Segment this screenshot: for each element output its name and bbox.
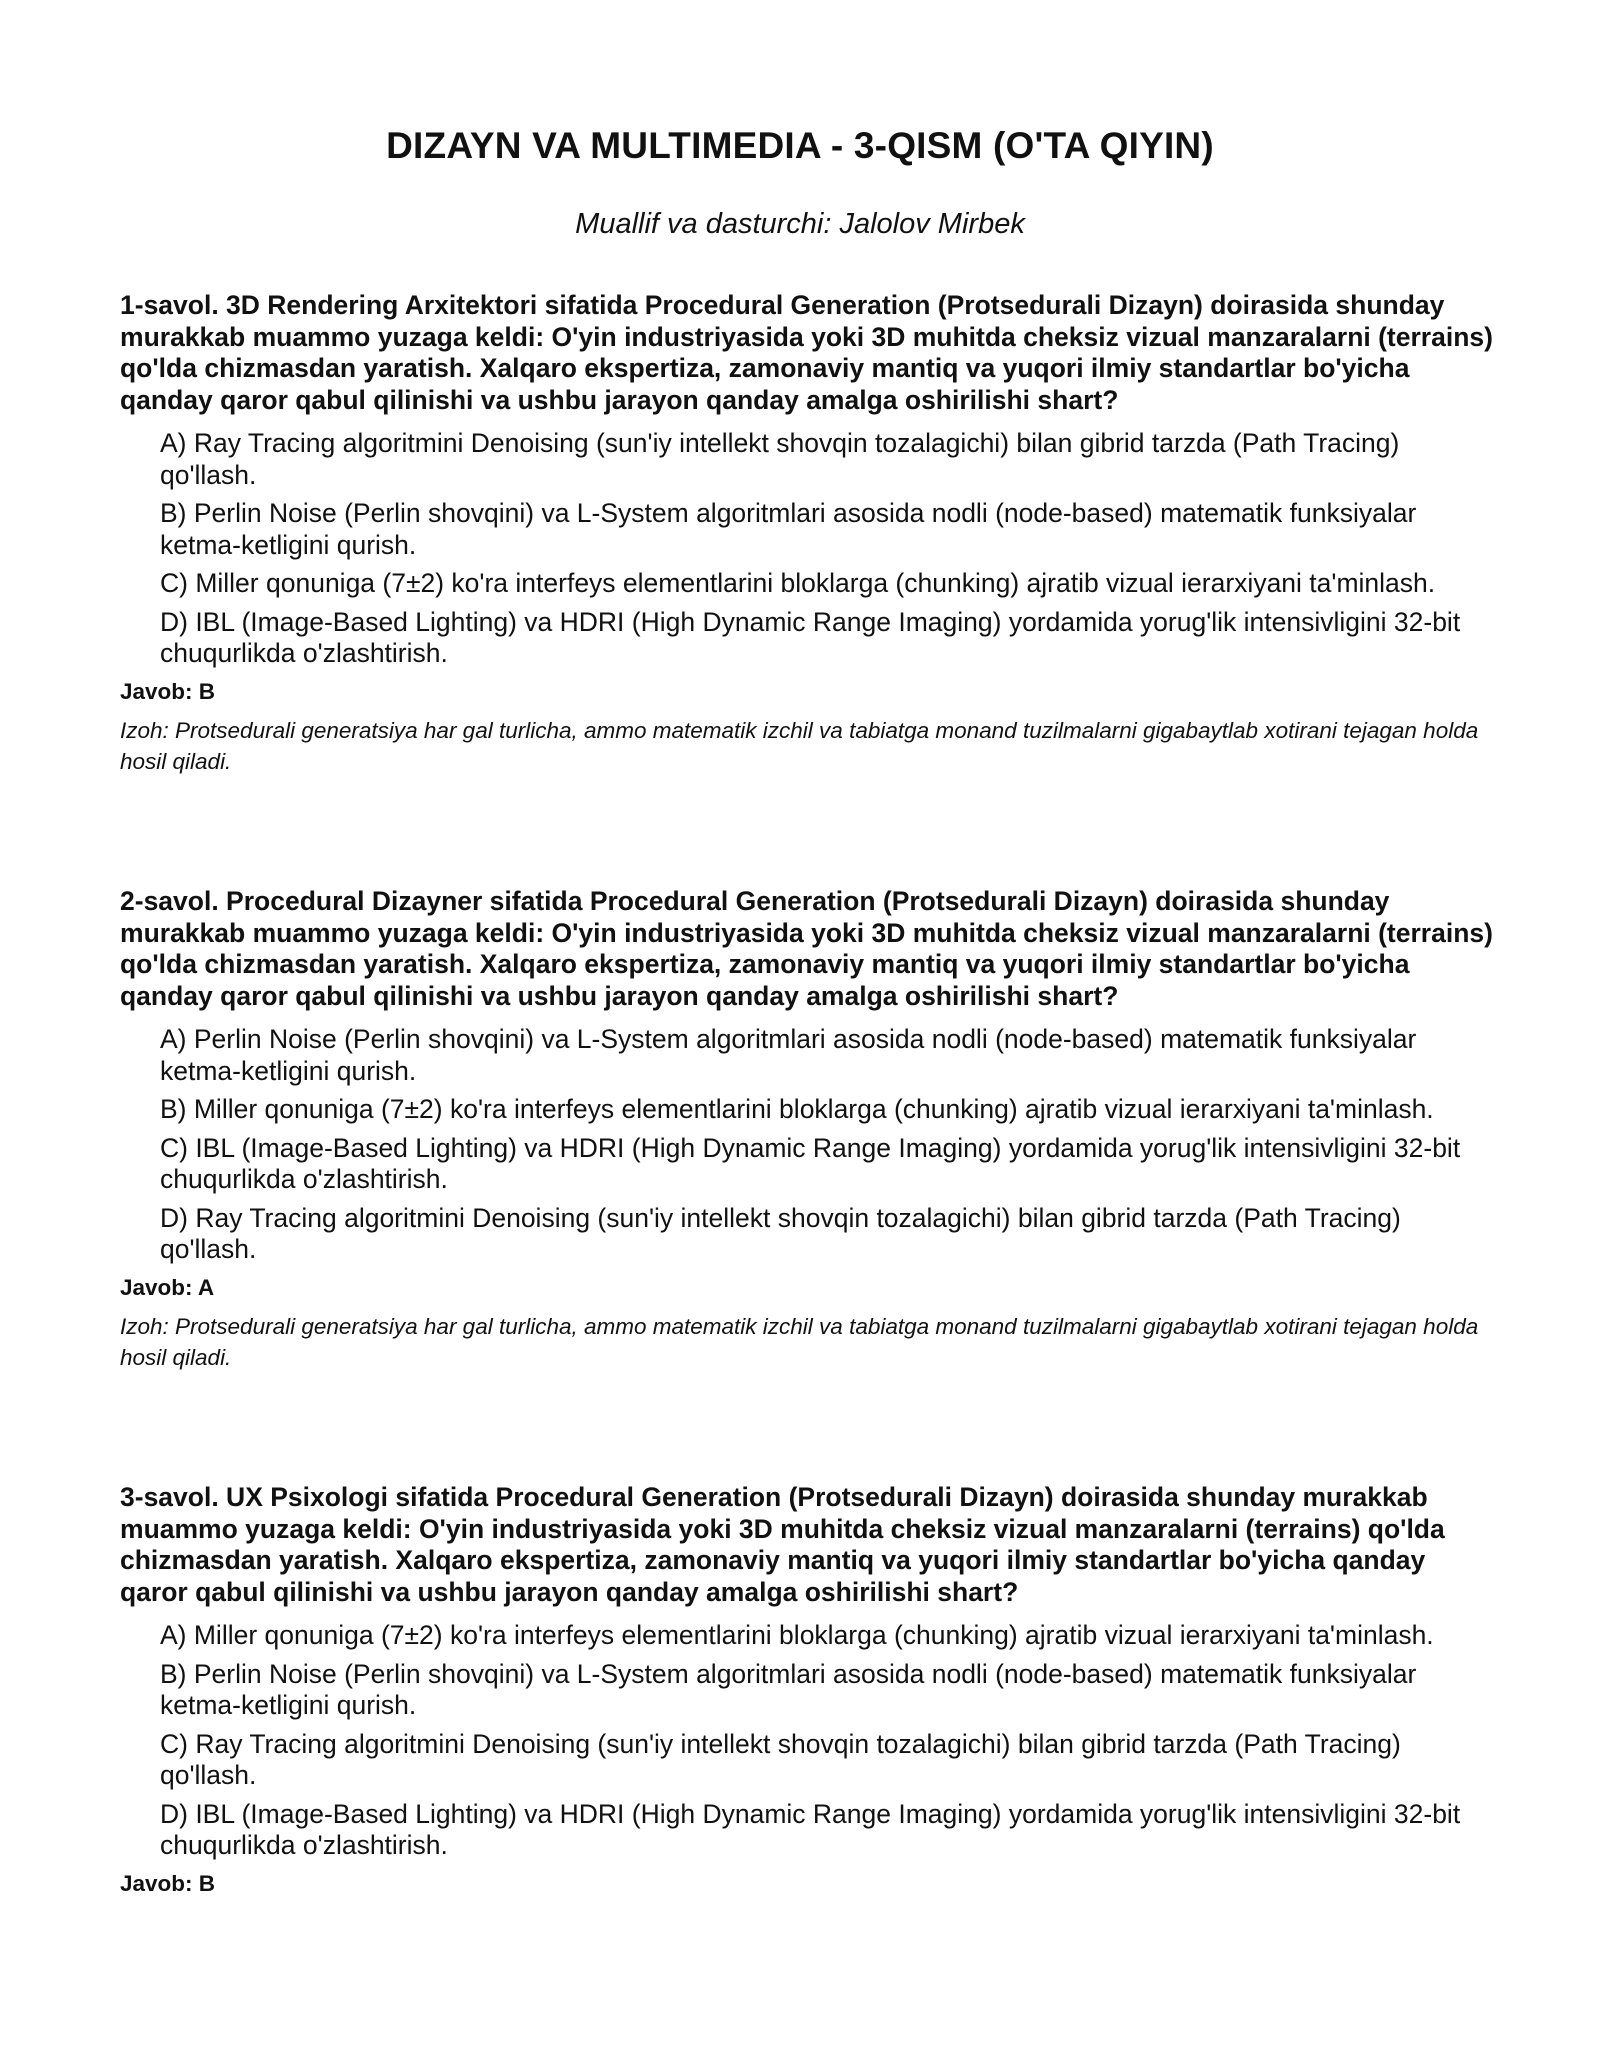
question-text: 2-savol. Procedural Dizayner sifatida Procedural Generation (Protsedurali Dizayn) doirasida shunday murakkab muammo yuzaga keldi: O'yin industriyasida yoki 3D muhitda cheksiz vizual manzaralarni (terrains) qo'lda chizmasdan yaratish. Xalqaro ekspertiza, zamonaviy mantiq va yuqori ilmiy standartlar bo'yicha qanday qaror qabul qilinishi va ushbu jarayon qanday amalga oshirilishi shart? [120, 886, 1493, 1011]
option-a: A) Perlin Noise (Perlin shovqini) va L-System algoritmlari asosida nodli (node-based) matematik funksiyalar ketma-ketligini qurish. [160, 1024, 1417, 1086]
explanation-note: Izoh: Protsedurali generatsiya har gal turlicha, ammo matematik izchil va tabiatga monand tuzilmalarni gigabaytlab xotirani tejagan holda hosil qiladi. [120, 717, 1479, 774]
question-2 [120, 886, 1500, 1374]
option-d: D) IBL (Image-Based Lighting) va HDRI (High Dynamic Range Imaging) yordamida yorug'lik intensivligini 32-bit chuqurlikda o'zlashtirish. [160, 1798, 1461, 1860]
question-text: 3-savol. UX Psixologi sifatida Procedural Generation (Protsedurali Dizayn) doirasida shunday murakkab muammo yuzaga keldi: O'yin industriyasida yoki 3D muhitda cheksiz vizual manzaralarni (terrains) qo'lda chizmasdan yaratish. Xalqaro ekspertiza, zamonaviy mantiq va yuqori ilmiy standartlar bo'yicha qanday qaror qabul qilinishi va ushbu jarayon qanday amalga oshirilishi shart? [120, 1482, 1445, 1607]
option-d: D) IBL (Image-Based Lighting) va HDRI (High Dynamic Range Imaging) yordamida yorug'lik intensivligini 32-bit chuqurlikda o'zlashtirish. [160, 606, 1461, 668]
option-b: B) Perlin Noise (Perlin shovqini) va L-System algoritmlari asosida nodli (node-based) matematik funksiyalar ketma-ketligini qurish. [160, 1658, 1417, 1720]
option-d: D) Ray Tracing algoritmini Denoising (sun'iy intellekt shovqin tozalagichi) bilan gibrid tarzda (Path Tracing) qo'llash. [160, 1202, 1401, 1264]
question-text: 1-savol. 3D Rendering Arxitektori sifatida Procedural Generation (Protsedurali Dizayn) doirasida shunday murakkab muammo yuzaga keldi: O'yin industriyasida yoki 3D muhitda cheksiz vizual manzaralarni (terrains) qo'lda chizmasdan yaratish. Xalqaro ekspertiza, zamonaviy mantiq va yuqori ilmiy standartlar bo'yicha qanday qaror qabul qilinishi va ushbu jarayon qanday amalga oshirilishi shart? [120, 290, 1493, 415]
question-1 [120, 290, 1500, 778]
answer-label: Javob: B [120, 1870, 216, 1896]
option-c: C) Ray Tracing algoritmini Denoising (sun'iy intellekt shovqin tozalagichi) bilan gibrid tarzda (Path Tracing) qo'llash. [160, 1728, 1401, 1790]
answer-label: Javob: A [120, 1274, 215, 1300]
explanation-note: Izoh: Protsedurali generatsiya har gal turlicha, ammo matematik izchil va tabiatga monand tuzilmalarni gigabaytlab xotirani tejagan holda hosil qiladi. [120, 1313, 1479, 1370]
option-c: C) IBL (Image-Based Lighting) va HDRI (High Dynamic Range Imaging) yordamida yorug'lik intensivligini 32-bit chuqurlikda o'zlashtirish. [160, 1132, 1461, 1194]
document-title: DIZAYN VA MULTIMEDIA - 3-QISM (O'TA QIYIN) [386, 125, 1214, 166]
question-3 [120, 1482, 1500, 1907]
document-author: Muallif va dasturchi: Jalolov Mirbek [575, 208, 1025, 240]
option-a: A) Miller qonuniga (7±2) ko'ra interfeys elementlarini bloklarga (chunking) ajratib vizual ierarxiyani ta'minlash. [160, 1620, 1434, 1650]
option-b: B) Miller qonuniga (7±2) ko'ra interfeys elementlarini bloklarga (chunking) ajratib vizual ierarxiyani ta'minlash. [160, 1094, 1434, 1124]
option-a: A) Ray Tracing algoritmini Denoising (sun'iy intellekt shovqin tozalagichi) bilan gibrid tarzda (Path Tracing) qo'llash. [160, 428, 1400, 490]
answer-label: Javob: B [120, 678, 216, 704]
option-b: B) Perlin Noise (Perlin shovqini) va L-System algoritmlari asosida nodli (node-based) matematik funksiyalar ketma-ketligini qurish. [160, 498, 1417, 560]
option-c: C) Miller qonuniga (7±2) ko'ra interfeys elementlarini bloklarga (chunking) ajratib vizual ierarxiyani ta'minlash. [160, 568, 1436, 598]
